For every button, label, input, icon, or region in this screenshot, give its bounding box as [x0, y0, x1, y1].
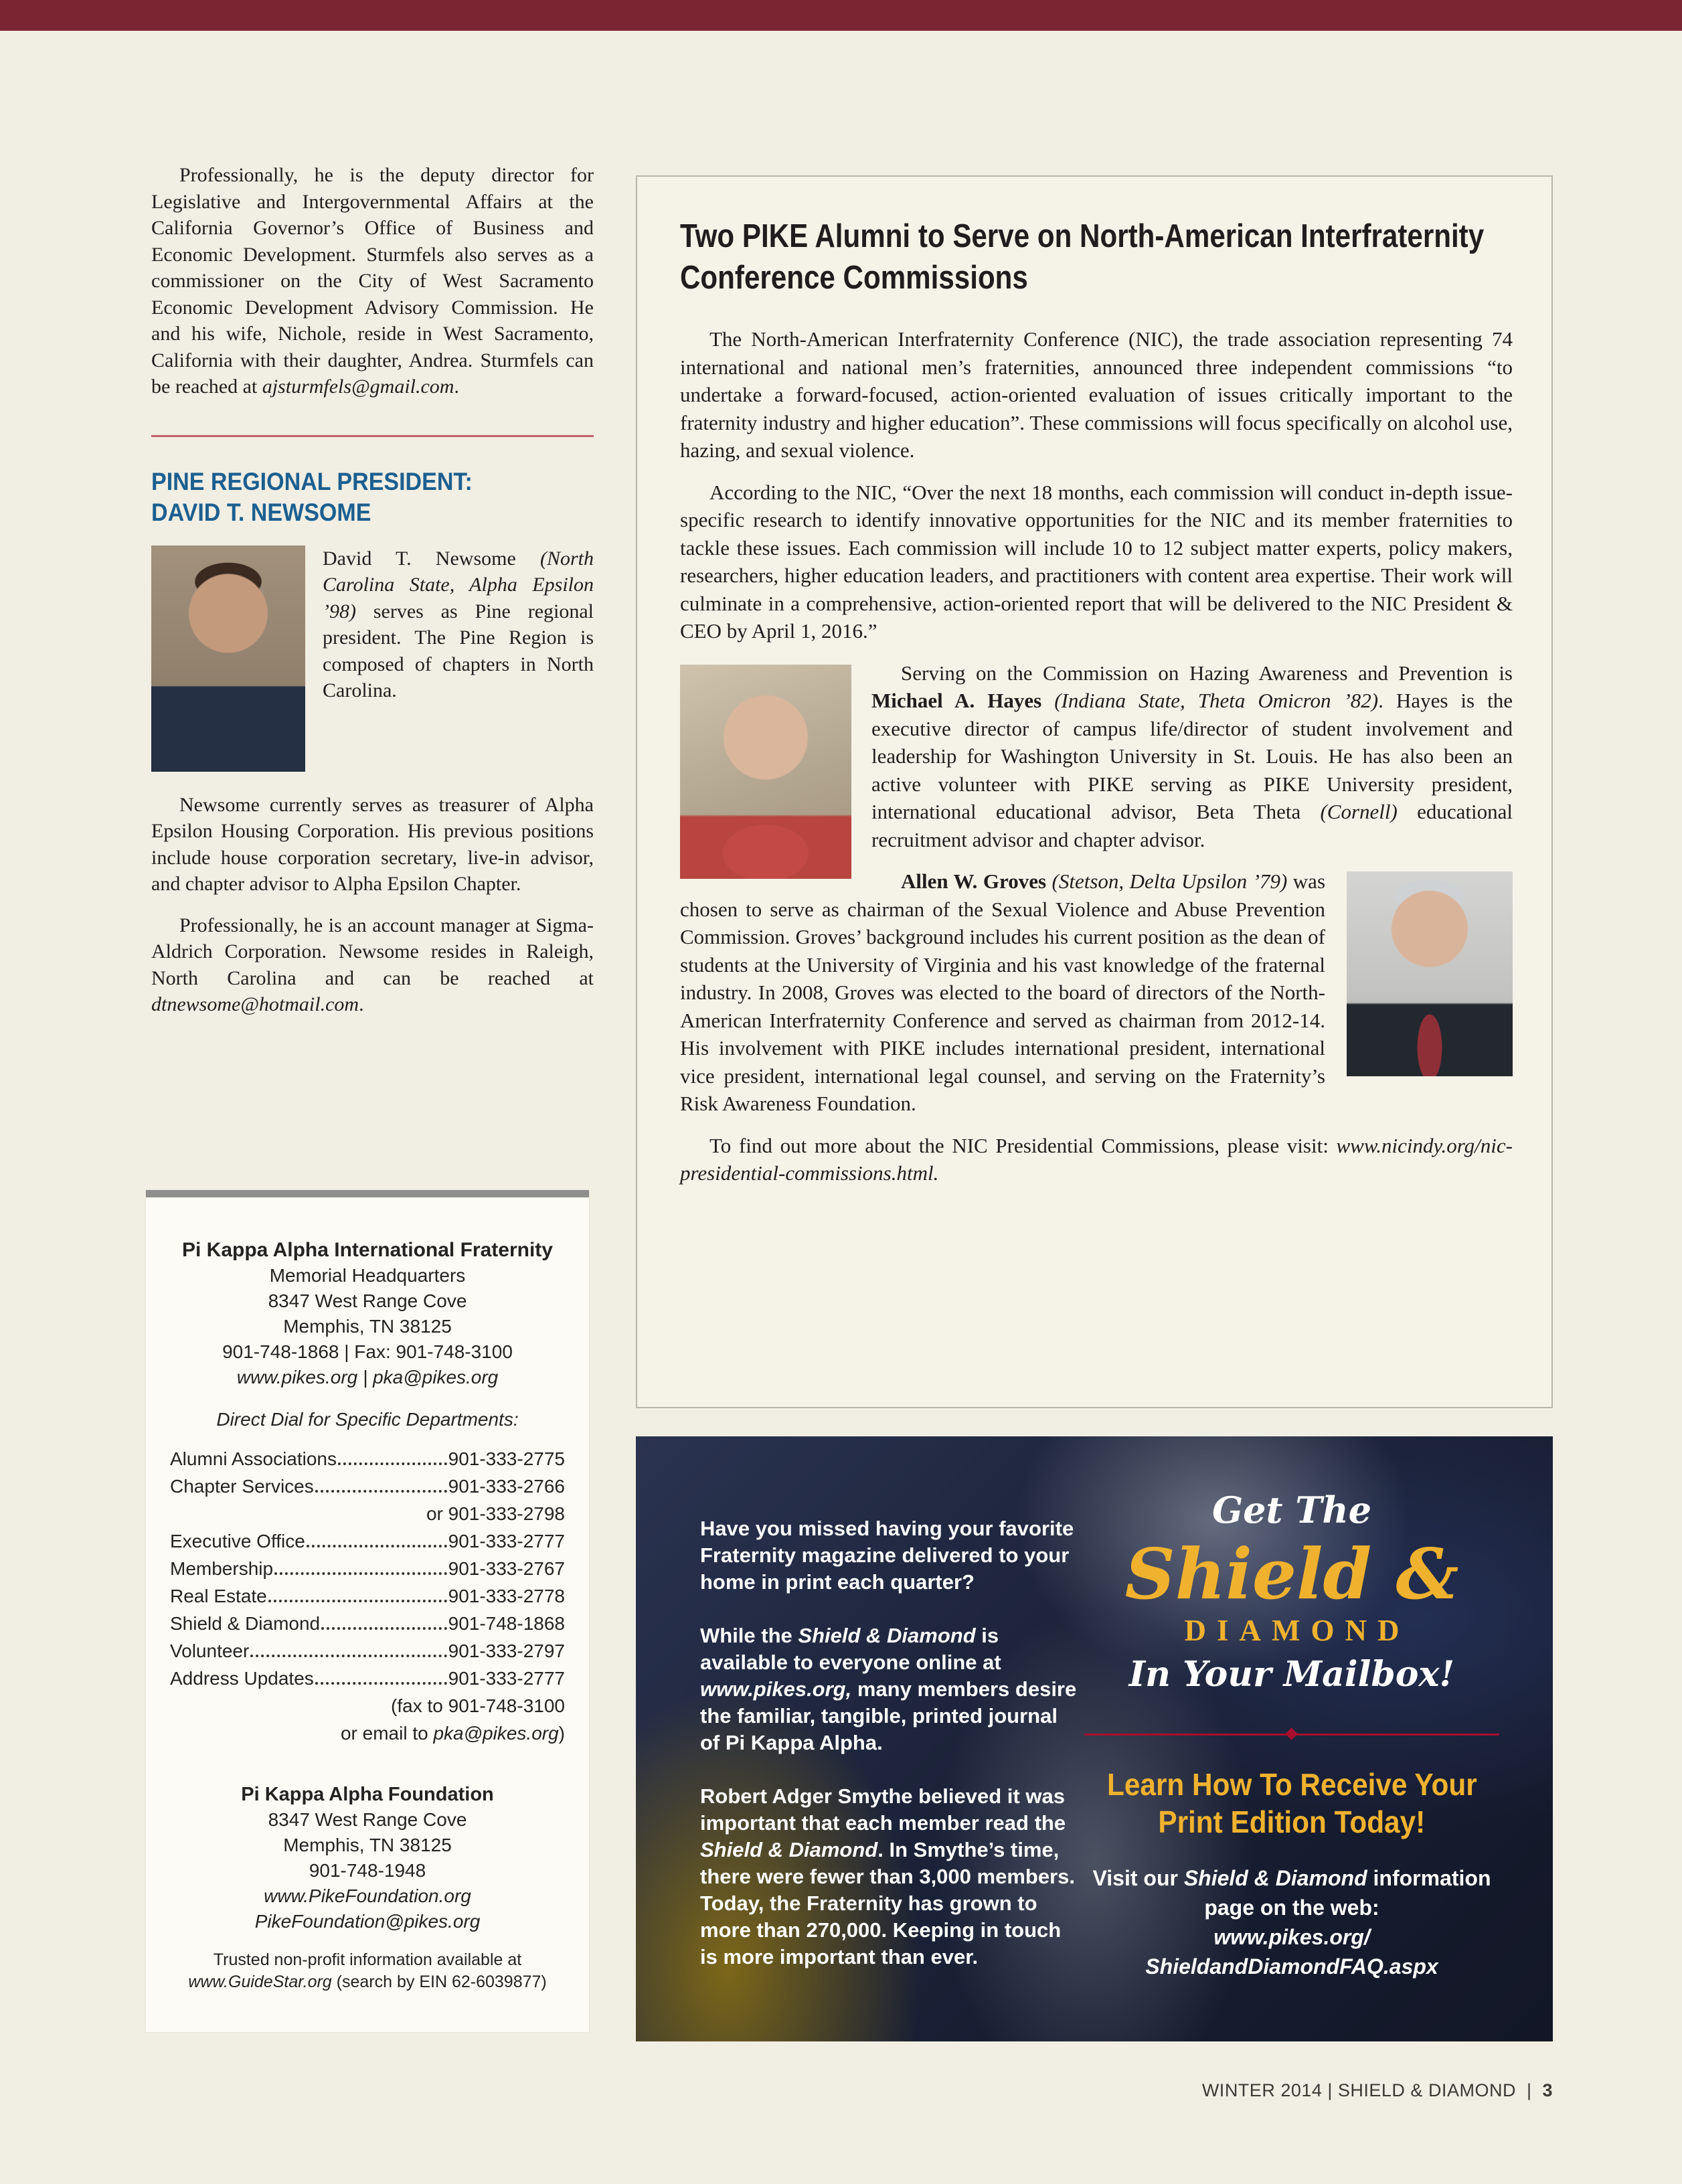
article-title-line2: Conference Commissions [680, 260, 1028, 296]
dept-number: 901-333-2778 [448, 1586, 565, 1606]
nic-article-panel [636, 175, 1553, 1408]
chapter-services-alt-number: or 901-333-2798 [426, 1503, 565, 1524]
ad-p3-lead: Robert Adger Smythe believed it was important that each member read the [700, 1784, 1066, 1835]
hayes-section [680, 659, 1513, 854]
hq-city: Memphis, TN 38125 [283, 1316, 452, 1337]
dept-label: Volunteer [170, 1641, 250, 1661]
groves-name: Allen W. Groves [901, 869, 1052, 893]
hq-web-email: www.pikes.org | pka@pikes.org [236, 1367, 499, 1388]
footer-issue-text: WINTER 2014 | SHIELD & DIAMOND [1201, 2080, 1516, 2100]
foundation-web: www.PikeFoundation.org [264, 1885, 471, 1906]
dept-number: 901-333-2777 [448, 1668, 565, 1689]
directory-row [170, 1637, 565, 1665]
foundation-city: Memphis, TN 38125 [283, 1835, 452, 1855]
dept-number: 901-333-2777 [448, 1531, 565, 1551]
directory-row [170, 1527, 565, 1555]
ad-p2-mid: is available to everyone online at [700, 1624, 1001, 1674]
newsome-caption-lead: David T. Newsome [323, 547, 540, 570]
section-divider-rule [151, 435, 594, 437]
directory-row [170, 1555, 565, 1582]
ad-p2-rest: many members desire the familiar, tangible, printed journal of Pi Kappa Alpha. [700, 1677, 1077, 1754]
dot-leader [315, 1490, 447, 1493]
address-updates-email-note [170, 1719, 565, 1747]
shield-diamond-print-ad [636, 1436, 1553, 2041]
ad-diamond-wordmark: DIAMOND [1184, 1614, 1410, 1647]
ad-learn-line1: Learn How To Receive Your [1106, 1767, 1477, 1802]
page-footer [636, 2080, 1553, 2101]
ad-learn-line2: Print Edition Today! [1158, 1804, 1426, 1839]
pine-president-heading-line2: DAVID T. NEWSOME [151, 498, 371, 526]
allen-groves-photo [1347, 871, 1513, 1076]
left-column [151, 162, 594, 1018]
ad-paragraph-1: Have you missed having your favorite Fraternity magazine delivered to your home in print each quarter? [700, 1517, 1074, 1594]
article-paragraph-5 [680, 1132, 1513, 1187]
ad-paragraph-3 [700, 1783, 1080, 1970]
email-note-lead: or email to [340, 1723, 434, 1744]
guidestar-url: www.GuideStar.org [188, 1972, 332, 1991]
ad-copy-column [700, 1515, 1080, 1997]
dept-label: Executive Office [170, 1531, 305, 1551]
foundation-email: PikeFoundation@pikes.org [254, 1911, 481, 1932]
para3-mid: . Hayes is the executive director of campus life/director of student involvement and leadership for Washington University in St. Louis. He has also been an active volunteer with PIKE serving as PIKE University president, international educational advisor, Beta Theta [871, 689, 1513, 823]
hq-line: Memorial Headquarters [269, 1265, 466, 1286]
contact-box-top-bar [146, 1190, 589, 1197]
dot-leader [321, 1627, 447, 1630]
dot-leader [274, 1572, 447, 1575]
guidestar-line1: Trusted non-profit information available at [213, 1950, 522, 1969]
dot-leader [315, 1682, 447, 1685]
directory-row [170, 1473, 565, 1500]
fraternity-contact-box [146, 1190, 589, 2032]
michael-hayes-photo [680, 665, 851, 879]
dept-label: Alumni Associations [170, 1448, 337, 1469]
newsome-paragraph-3 [151, 912, 594, 1018]
dept-label: Chapter Services [170, 1476, 314, 1497]
dot-leader [250, 1655, 446, 1657]
ad-p2-magazine: Shield & Diamond [798, 1624, 976, 1647]
dept-label: Shield & Diamond [170, 1613, 321, 1634]
ad-visit-rest: information page on the web: [1204, 1866, 1491, 1920]
sturmfels-period: . [454, 375, 459, 398]
para3-rest: educational recruitment advisor and chapter advisor. [871, 800, 1513, 851]
direct-dial-heading: Direct Dial for Specific Departments: [216, 1409, 519, 1430]
newsome-para3-period: . [359, 993, 364, 1015]
directory-row [170, 1582, 565, 1610]
para4-rest: was chosen to serve as chairman of the Sexual Violence and Abuse Prevention Commission. Groves’ background includes his current position as the dean of students at the University of Virginia and his vast knowledge of the fraternal industry. In 2008, Groves was elected to the board of directors of the North-American Interfraternity Conference and served as chairman from 2012-14. His involvement with PIKE includes international president, international vice president, international legal counsel, and serving on the Fraternity’s Risk Awareness Foundation. [680, 869, 1326, 1115]
foundation-name: Pi Kappa Alpha Foundation [241, 1784, 494, 1805]
david-newsome-photo [151, 545, 305, 772]
groves-section [680, 867, 1513, 1118]
newsome-paragraph-2: Newsome currently serves as treasurer of Alpha Epsilon Housing Corporation. His previous positions include house corporation secretary, live-in advisor, and chapter advisor to Alpha Epsilon Chapter. [151, 793, 594, 895]
nic-commissions-url: www.nicindy.org/nic-presidential-commissions.html. [680, 1133, 1513, 1185]
foundation-phone: 901-748-1948 [309, 1860, 426, 1881]
address-updates-fax-note: (fax to 901-748-3100 [391, 1695, 565, 1716]
directory-row [170, 1610, 565, 1637]
email-note-address: pka@pikes.org [433, 1723, 559, 1744]
ad-get-the: Get The [1211, 1489, 1372, 1531]
ad-headline-column [1078, 1490, 1506, 1981]
sturmfels-paragraph [151, 162, 594, 400]
dept-number: 901-333-2797 [448, 1641, 565, 1661]
pine-president-heading-line1: PINE REGIONAL PRESIDENT: [151, 467, 473, 495]
directory-row [170, 1445, 565, 1473]
article-paragraph-2: According to the NIC, “Over the next 18 months, each commission will conduct in-depth issue-specific research to identify innovative opportunities for the NIC and its member fraternities to tackle these issues. Each commission will include 10 to 12 subject matter experts, policy makers, researchers, higher education leaders, and practitioners with content area expertise. Their work will culminate in a comprehensive, action-oriented report that will be delivered to the NIC President & CEO by April 1, 2016.” [680, 480, 1513, 643]
sturmfels-text: Professionally, he is the deputy director for Legislative and Intergovernmental Affairs at the California Governor’s Office of Business and Economic Development. Sturmfels also serves as a commissioner on the City of West Sacramento Economic Development Advisory Commission. He and his wife, Nichole, reside in West Sacramento, California with their daughter, Andrea. Sturmfels can be reached at [151, 164, 594, 398]
ad-p2-url: www.pikes.org, [700, 1677, 852, 1701]
newsome-caption-rest: serves as Pine regional president. The Pine Region is composed of chapters in North Carolina. [323, 600, 594, 701]
ad-visit-magazine: Shield & Diamond [1183, 1866, 1367, 1890]
hayes-name: Michael A. Hayes [871, 689, 1055, 712]
para5-lead: To find out more about the NIC Presidential Commissions, please visit: [709, 1133, 1337, 1157]
dept-number: 901-748-1868 [448, 1613, 565, 1634]
dept-label: Membership [170, 1558, 274, 1579]
hq-street: 8347 West Range Cove [268, 1290, 467, 1311]
ad-visit-block [1078, 1863, 1506, 1981]
ad-p2-lead: While the [700, 1624, 798, 1647]
newsome-caption-chapter: (North Carolina State, Alpha Epsilon ’98) [323, 547, 594, 622]
directory-row [170, 1665, 565, 1692]
article-paragraph-1: The North-American Interfraternity Conference (NIC), the trade association representing 74 international and national men’s fraternities, announced three independent commissions “to undertake a forward-focused, action-oriented evaluation of issues critically important to the fraternity industry and higher education”. These commissions will focus specifically on alcohol use, hazing, and sexual violence. [680, 327, 1513, 462]
ad-mailbox-line: In Your Mailbox! [1128, 1654, 1455, 1695]
ad-faq-url-line2: ShieldandDiamondFAQ.aspx [1145, 1954, 1438, 1979]
hq-phone-fax: 901-748-1868 | Fax: 901-748-3100 [222, 1341, 513, 1362]
dot-leader [307, 1545, 447, 1547]
email-note-close: ) [558, 1723, 565, 1744]
newsome-para3-text: Professionally, he is an account manager at Sigma-Aldrich Corporation. Newsome resides in Raleigh, North Carolina and can be reached at [151, 914, 594, 989]
ad-paragraph-2 [700, 1622, 1080, 1756]
dept-number: 901-333-2767 [448, 1558, 565, 1579]
ad-shield-wordmark: Shield & [1124, 1533, 1459, 1615]
ad-faq-url-line1: www.pikes.org/ [1213, 1925, 1370, 1949]
foundation-street: 8347 West Range Cove [268, 1809, 467, 1830]
dept-number: 901-333-2775 [448, 1448, 565, 1469]
sturmfels-email: ajsturmfels@gmail.com [262, 375, 454, 398]
diamond-icon [1285, 1728, 1297, 1740]
article-title [680, 216, 1513, 299]
guidestar-note [170, 1949, 565, 1993]
newsome-email: dtnewsome@hotmail.com [151, 993, 359, 1015]
hayes-chapter: (Indiana State, Theta Omicron ’82) [1054, 689, 1379, 712]
dot-leader [338, 1462, 447, 1465]
ad-learn-heading [1078, 1766, 1506, 1841]
ad-p3-rest: . In Smythe’s time, there were fewer than 3,000 members. Today, the Fraternity has grown to more than 270,000. Keeping in touch is more important than ever. [700, 1838, 1075, 1968]
footer-separator: | [1515, 2080, 1543, 2100]
para3-lead: Serving on the Commission on Hazing Awareness and Prevention is [901, 661, 1513, 685]
page-top-accent-bar [0, 0, 1682, 31]
dept-label: Real Estate [170, 1586, 267, 1606]
dot-leader [268, 1600, 447, 1602]
ad-divider [1084, 1730, 1499, 1739]
footer-page-number: 3 [1542, 2080, 1553, 2100]
ad-visit-lead: Visit our [1092, 1866, 1184, 1890]
guidestar-ein: (search by EIN 62-6039877) [331, 1972, 547, 1991]
groves-chapter: (Stetson, Delta Upsilon ’79) [1052, 869, 1288, 893]
dept-number: 901-333-2766 [448, 1476, 565, 1497]
dept-label: Address Updates [170, 1668, 314, 1689]
fraternity-name: Pi Kappa Alpha International Fraternity [182, 1239, 553, 1261]
ad-p3-magazine: Shield & Diamond [700, 1838, 878, 1861]
cornell-italic: (Cornell) [1320, 800, 1398, 823]
article-title-line1: Two PIKE Alumni to Serve on North-American Interfraternity [680, 218, 1485, 254]
newsome-caption [323, 545, 594, 772]
newsome-profile-row [151, 545, 594, 772]
